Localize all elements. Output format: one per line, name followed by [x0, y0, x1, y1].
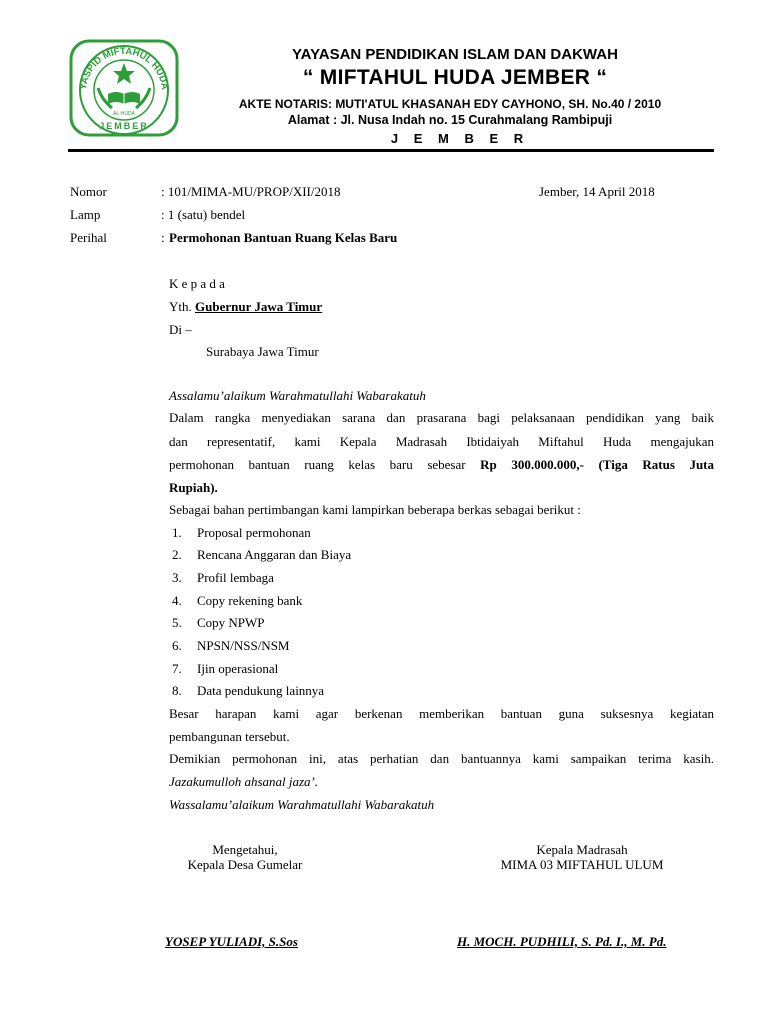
- list-item: Copy NPWP: [197, 615, 265, 630]
- list-item-number: 4.: [172, 593, 182, 608]
- recipient-city: Surabaya Jawa Timur: [206, 344, 319, 359]
- greeting: Assalamu’alaikum Warahmatullahi Wabarakatuh: [169, 388, 426, 403]
- header-divider: [68, 149, 714, 152]
- list-item-number: 3.: [172, 570, 182, 585]
- lamp-label: Lamp: [70, 207, 101, 222]
- paragraph-1-line-3: [169, 457, 714, 473]
- list-item-number: 8.: [172, 683, 182, 698]
- closing-salutation: Wassalamu’alaikum Warahmatullahi Wabarakatuh: [169, 797, 435, 812]
- header-organization-title: “ MIFTAHUL HUDA JEMBER “: [302, 66, 608, 89]
- right-signature-title-1: Kepala Madrasah: [536, 842, 628, 857]
- list-item: Copy rekening bank: [197, 593, 303, 608]
- paragraph-2: Sebagai bahan pertimbangan kami lampirkan beberapa berkas sebagai berikut :: [169, 502, 581, 517]
- perihal-label: Perihal: [70, 230, 107, 245]
- list-item: Ijin operasional: [197, 661, 279, 676]
- left-signature-title-2: Kepala Desa Gumelar: [187, 857, 303, 872]
- left-signatory-name: YOSEP YULIADI, S.Sos: [165, 934, 298, 949]
- paragraph-3-line-2: pembangunan tersebut.: [169, 729, 290, 744]
- left-signature-title-1: Mengetahui,: [212, 842, 278, 857]
- list-item-number: 2.: [172, 547, 182, 562]
- recipient-name: Gubernur Jawa Timur: [195, 299, 323, 314]
- list-item-number: 5.: [172, 615, 182, 630]
- paragraph-4: Demikian permohonan ini, atas perhatian dan bantuannya kami sampaikan terima kasih.: [169, 751, 714, 766]
- list-item: NPSN/NSS/NSM: [197, 638, 290, 653]
- logo-inner-text: AL-HUDA: [113, 111, 135, 117]
- paragraph-3-line-1: Besar harapan kami agar berkenan memberikan bantuan guna suksesnya kegiatan: [169, 706, 714, 721]
- list-item-number: 6.: [172, 638, 182, 653]
- nomor-value: : 101/MIMA-MU/PROP/XII/2018: [161, 184, 341, 199]
- nomor-label: Nomor: [70, 184, 107, 199]
- perihal-colon: :: [161, 230, 165, 245]
- lamp-value: : 1 (satu) bendel: [161, 207, 246, 222]
- perihal-value: Permohonan Bantuan Ruang Kelas Baru: [169, 230, 398, 245]
- paragraph-1-line-3-text: permohonan bantuan ruang kelas baru sebesar: [169, 457, 466, 472]
- logo-ring-text: YASPID MIFTAHUL HUDA: [78, 45, 171, 91]
- header-address: Alamat : Jl. Nusa Indah no. 15 Curahmalang Rambipuji: [287, 113, 613, 127]
- header-city: J E M B E R: [390, 131, 530, 146]
- list-item: Profil lembaga: [197, 570, 274, 585]
- paragraph-1-line-1: Dalam rangka menyediakan sarana dan prasarana bagi pelaksanaan pendidikan yang baik: [169, 410, 714, 425]
- list-item: Rencana Anggaran dan Biaya: [197, 547, 352, 562]
- logo-bottom-text: JEMBER: [99, 121, 149, 131]
- paragraph-1-line-4: Rupiah).: [169, 480, 218, 495]
- right-signature-title-2: MIMA 03 MIFTAHUL ULUM: [500, 857, 664, 872]
- header-foundation-name: YAYASAN PENDIDIKAN ISLAM DAN DAKWAH: [292, 46, 618, 63]
- list-item: Data pendukung lainnya: [197, 683, 325, 698]
- list-item: Proposal permohonan: [197, 525, 311, 540]
- list-item-number: 7.: [172, 661, 182, 676]
- paragraph-1-line-2: dan representatif, kami Kepala Madrasah Ibtidaiyah Miftahul Huda mengajukan: [169, 434, 714, 449]
- di-label: Di –: [169, 322, 192, 337]
- letter-date: Jember, 14 April 2018: [539, 184, 655, 199]
- yth-label: Yth.: [169, 299, 192, 314]
- grant-amount: Rp 300.000.000,- (Tiga Ratus Juta: [480, 457, 714, 472]
- kepada-label: K e p a d a: [169, 276, 225, 291]
- school-logo: [68, 38, 180, 138]
- list-item-number: 1.: [172, 525, 182, 540]
- header-notary-deed: AKTE NOTARIS: MUTI'ATUL KHASANAH EDY CAYHONO, SH. No.40 / 2010: [238, 97, 662, 111]
- right-signatory-name: H. MOCH. PUDHILI, S. Pd. I., M. Pd.: [457, 934, 667, 949]
- closing-prayer: Jazakumulloh ahsanal jaza’.: [169, 774, 319, 789]
